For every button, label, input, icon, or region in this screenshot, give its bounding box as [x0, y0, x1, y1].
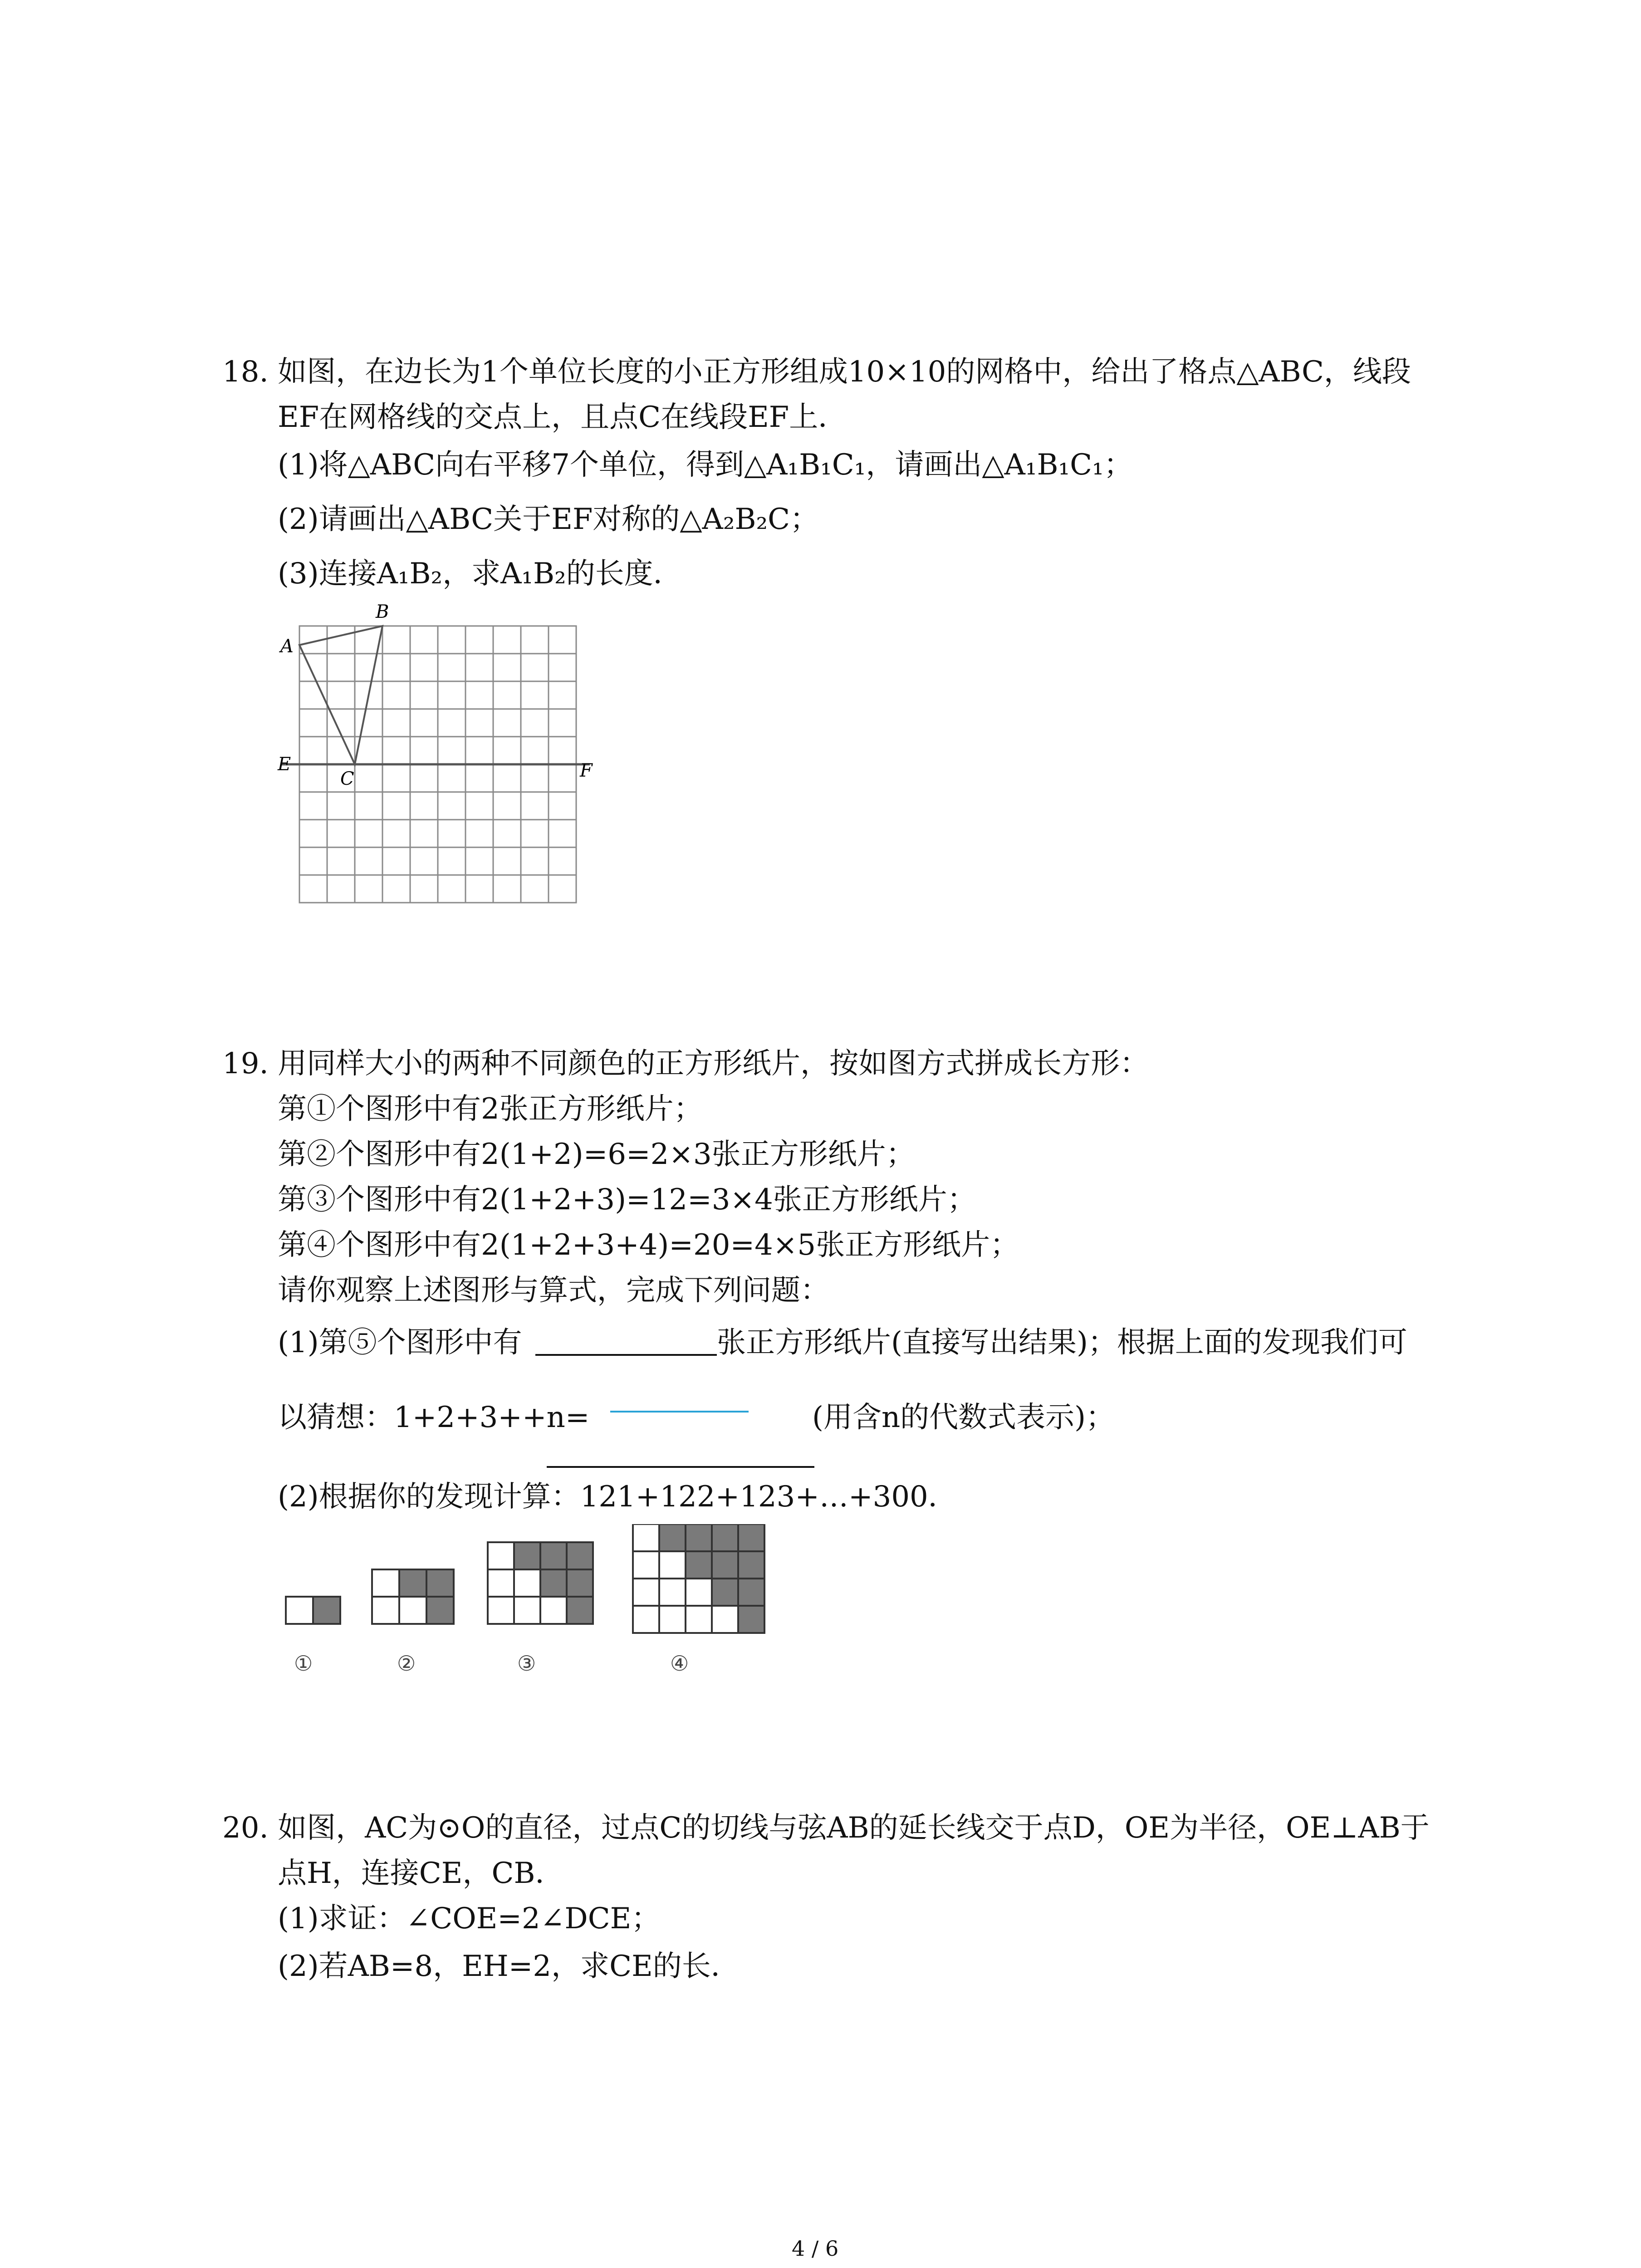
q18-label-E: E	[278, 754, 291, 775]
q18-part1: (1)将△ABC向右平移7个单位，得到△A₁B₁C₁，请画出△A₁B₁C₁；	[278, 448, 1133, 482]
q19-caption-2: ②	[397, 1651, 416, 1676]
q19-line3: 第③个图形中有2(1+2+3)=12=3×4张正方形纸片；	[278, 1183, 976, 1217]
q20-part2: (2)若AB=8，EH=2，求CE的长．	[278, 1950, 740, 1983]
q18-stem-line1: 18. 如图，在边长为1个单位长度的小正方形组成10×10的网格中，给出了格点△ABC，线段	[222, 355, 1411, 389]
q18-label-F: F	[580, 760, 593, 781]
q19-line2: 第②个图形中有2(1+2)=6=2×3张正方形纸片；	[278, 1138, 915, 1171]
q20-stem-line1: 20. 如图，AC为⊙O的直径，过点C的切线与弦AB的延长线交于点D，OE为半径，OE⊥AB于	[222, 1811, 1430, 1845]
q18-part3: (3)连接A₁B₂，求A₁B₂的长度．	[278, 557, 682, 591]
q18-label-A: A	[280, 636, 294, 657]
q18-stem-line2: EF在网格线的交点上，且点C在线段EF上．	[278, 401, 847, 434]
q19-line5: 请你观察上述图形与算式，完成下列问题：	[278, 1274, 829, 1307]
q19-figure-2	[372, 1569, 454, 1624]
q19-answer-blank-2[interactable]	[610, 1411, 749, 1413]
q19-caption-4: ④	[670, 1651, 689, 1676]
q19-part1-suffix: 张正方形纸片(直接写出结果)；根据上面的发现我们可	[717, 1326, 1407, 1359]
q19-caption-1: ①	[294, 1651, 313, 1676]
q18-label-C: C	[340, 768, 354, 789]
q19-answer-blank-2-underline	[547, 1466, 814, 1468]
page-number: 4 / 6	[792, 2236, 839, 2261]
q19-line1: 第①个图形中有2张正方形纸片；	[278, 1092, 703, 1126]
q19-part1-prefix: (1)第⑤个图形中有	[278, 1326, 522, 1359]
q19-figure-4	[633, 1524, 764, 1633]
q18-grid-figure	[272, 599, 599, 907]
q19-figure-3	[488, 1542, 593, 1624]
q18-label-B: B	[376, 601, 389, 622]
q19-part1-note: (用含n的代数式表示)；	[812, 1401, 1115, 1434]
q18-part2: (2)请画出△ABC关于EF对称的△A₂B₂C；	[278, 503, 819, 536]
q19-part2: (2)根据你的发现计算：121+122+123+…+300．	[278, 1480, 957, 1514]
q19-answer-blank-1[interactable]	[535, 1354, 717, 1356]
q18-triangle-ABC	[299, 626, 382, 764]
q19-line4: 第④个图形中有2(1+2+3+4)=20=4×5张正方形纸片；	[278, 1228, 1019, 1262]
q19-stem: 19. 用同样大小的两种不同颜色的正方形纸片，按如图方式拼成长方形：	[222, 1047, 1149, 1080]
q19-part1-guess: 以猜想：1+2+3++n=	[278, 1401, 590, 1434]
q20-stem-line2: 点H，连接CE，CB．	[278, 1857, 564, 1890]
q20-part1: (1)求证：∠COE=2∠DCE；	[278, 1902, 661, 1936]
q19-figure-1	[286, 1597, 340, 1624]
q19-caption-3: ③	[517, 1651, 536, 1676]
